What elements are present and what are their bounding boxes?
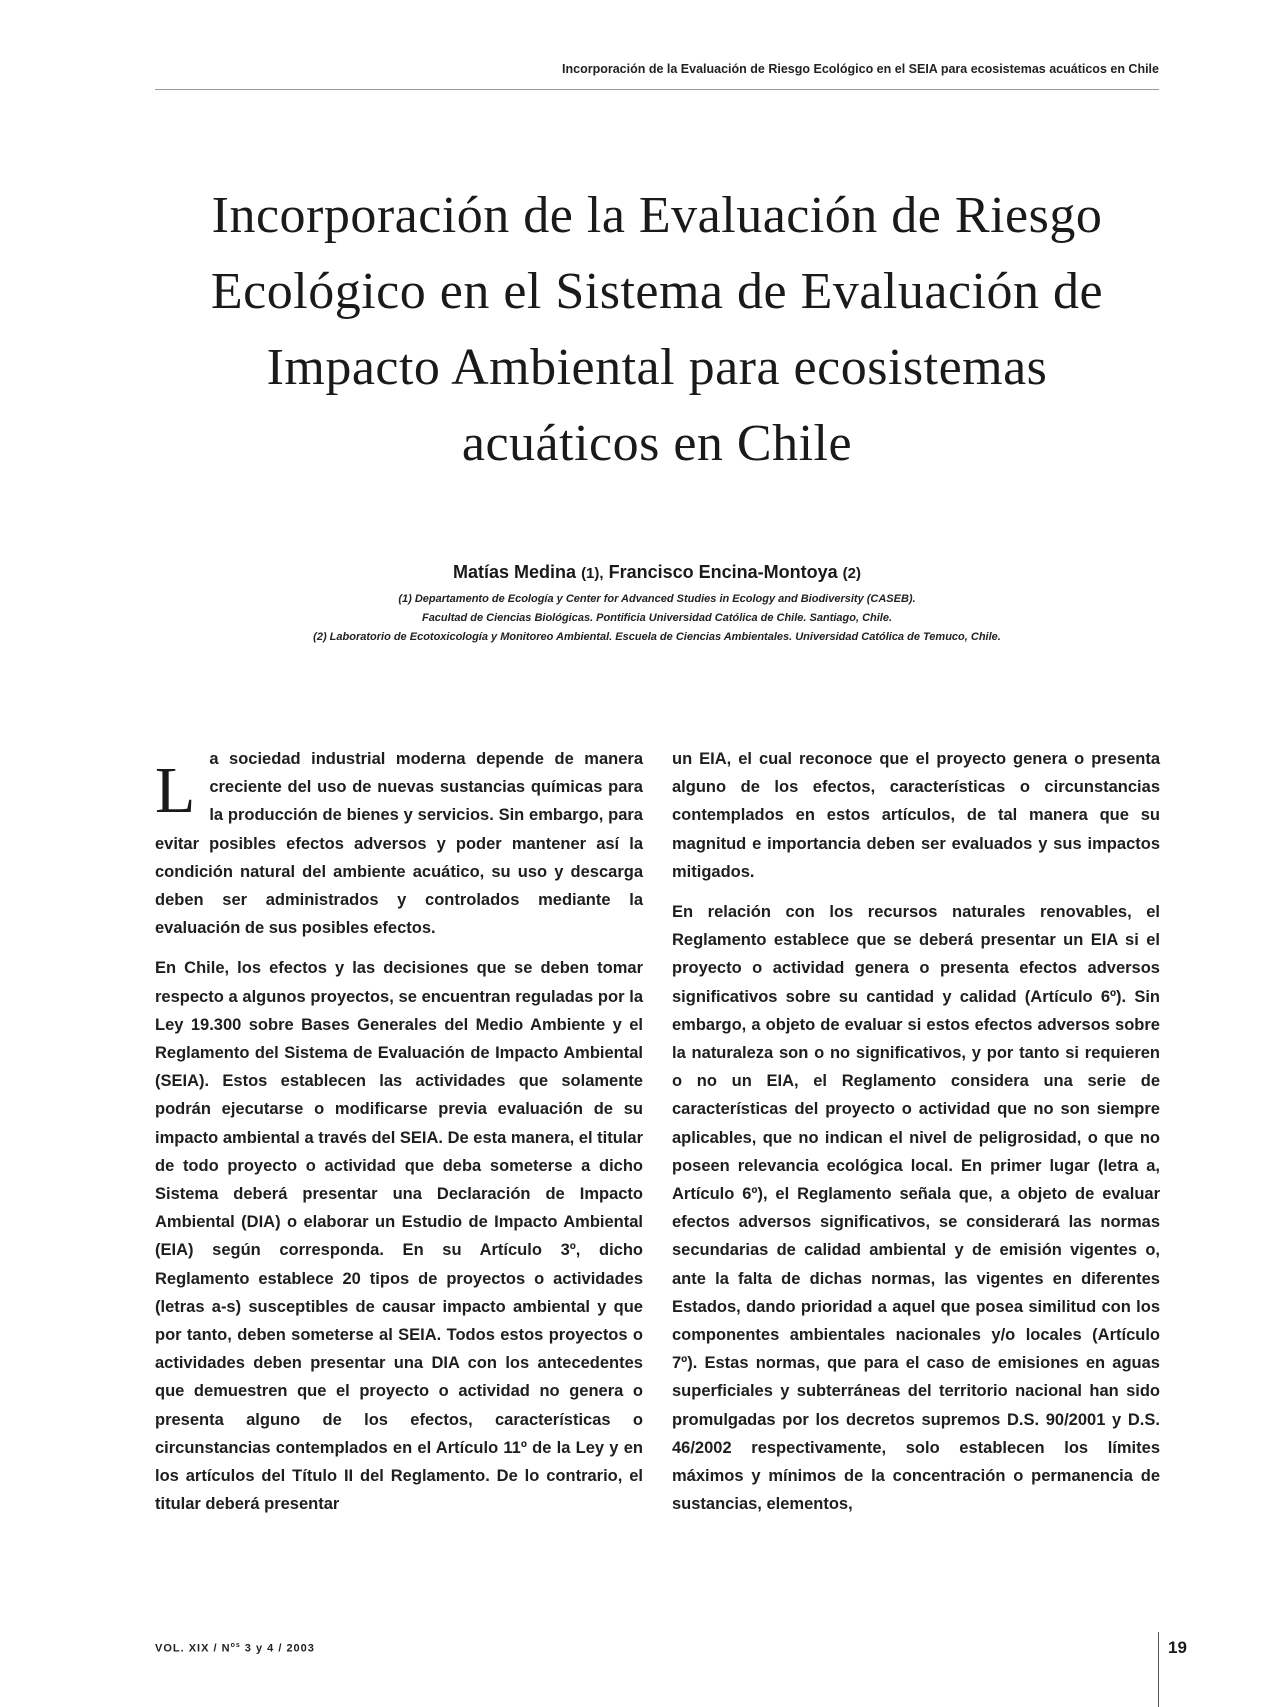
author-name: Francisco Encina-Montoya xyxy=(608,562,838,582)
page-number: 19 xyxy=(1168,1638,1187,1657)
article-title xyxy=(140,178,1174,482)
title-line: acuáticos en Chile xyxy=(461,415,853,472)
affiliation-line: Facultad de Ciencias Biológicas. Pontificia Universidad Católica de Chile. Santiago, Chile. xyxy=(421,612,893,624)
affiliation-line: (2) Laboratorio de Ecotoxicología y Monitoreo Ambiental. Escuela de Ciencias Ambientales. Universidad Católica de Temuco, Chile. xyxy=(313,631,1001,643)
body-paragraph: un EIA, el cual reconoce que el proyecto genera o presenta alguno de los efectos, características o circunstancias contemplados en estos artículos, de tal manera que su magnitud e importancia deben ser evaluados y sus impactos mitigados. xyxy=(672,750,1160,881)
author-name: Matías Medina xyxy=(453,562,577,582)
journal-volume-info xyxy=(155,1642,315,1655)
author-affiliation-number: (2) xyxy=(842,565,861,582)
header-rule xyxy=(155,89,1159,90)
running-head: Incorporación de la Evaluación de Riesgo Ecológico en el SEIA para ecosistemas acuáticos en Chile xyxy=(562,62,1159,76)
author-list xyxy=(155,562,1159,583)
paragraph-text: a sociedad industrial moderna depende de manera creciente del uso de nuevas sustancias químicas para la producción de bienes y servicios. Sin embargo, para evitar posibles efectos adversos y poder mantener así la condición natural del ambiente acuático, su uso y descarga deben ser administrados y controlados mediante la evaluación de sus posibles efectos. xyxy=(155,750,643,938)
body-column-right xyxy=(672,745,1160,1530)
affiliation-line: (1) Departamento de Ecología y Center for Advanced Studies in Ecology and Biodiversity (CASEB). xyxy=(398,593,916,605)
body-column-left xyxy=(155,745,643,1530)
author-affiliation-number: (1), xyxy=(581,565,604,582)
title-line: Impacto Ambiental para ecosistemas xyxy=(266,339,1048,396)
body-paragraph: En Chile, los efectos y las decisiones que se deben tomar respecto a algunos proyectos, se encuentran reguladas por la Ley 19.300 sobre Bases Generales del Medio Ambiente y el Reglamento del Sistema de Evaluación de Impacto Ambiental (SEIA). Estos establecen las actividades que solamente podrán ejecutarse o modificarse previa evaluación de su impacto ambiental a través del SEIA. De esta manera, el titular de todo proyecto o actividad que deba someterse a dicho Sistema deberá presentar una Declaración de Impacto Ambiental (DIA) o elaborar un Estudio de Impacto Ambiental (EIA) según corresponda. En su Artículo 3º, dicho Reglamento establece 20 tipos de proyectos o actividades (letras a-s) susceptibles de causar impacto ambiental y que por tanto, deben someterse al SEIA. Todos estos proyectos o actividades deben presentar una DIA con los antecedentes que demuestren que el proyecto o actividad no genera o presenta alguno de los efectos, características o circunstancias contemplados en el Artículo 11º de la Ley y en los artículos del Título II del Reglamento. De lo contrario, el titular deberá presentar xyxy=(155,959,643,1514)
footer-divider xyxy=(1158,1632,1159,1707)
title-line: Ecológico en el Sistema de Evaluación de xyxy=(210,263,1104,320)
volume-superscript: os xyxy=(230,1642,241,1649)
body-paragraph: En relación con los recursos naturales renovables, el Reglamento establece que se deberá presentar un EIA si el proyecto o actividad genera o presenta efectos adversos significativos sobre su cantidad y calidad (Artículo 6º). Sin embargo, a objeto de evaluar si estos efectos adversos sobre la naturaleza son o no significativos, y por tanto si requieren o no un EIA, el Reglamento considera una serie de características del proyecto o actividad que no son siempre aplicables, que no indican el nivel de peligrosidad, o que no poseen relevancia ecológica local. En primer lugar (letra a, Artículo 6º), el Reglamento señala que, a objeto de evaluar efectos adversos significativos, se considerará las normas secundarias de calidad ambiental y de emisión vigentes o, ante la falta de dichas normas, las vigentes en diferentes Estados, dando prioridad a aquel que posea similitud con los componentes ambientales nacionales y/o locales (Artículo 7º). Estas normas, que para el caso de emisiones en aguas superficiales y subterráneas del territorio nacional han sido promulgadas por los decretos supremos D.S. 90/2001 y D.S. 46/2002 respectivamente, solo establecen los límites máximos y mínimos de la concentración o permanencia de sustancias, elementos, xyxy=(672,903,1160,1514)
volume-issue-year: 3 y 4 / 2003 xyxy=(240,1642,315,1655)
title-line: Incorporación de la Evaluación de Riesgo xyxy=(211,187,1103,244)
drop-cap: L xyxy=(155,754,196,827)
volume-text: VOL. XIX / N xyxy=(155,1642,231,1655)
body-paragraph xyxy=(155,745,643,942)
